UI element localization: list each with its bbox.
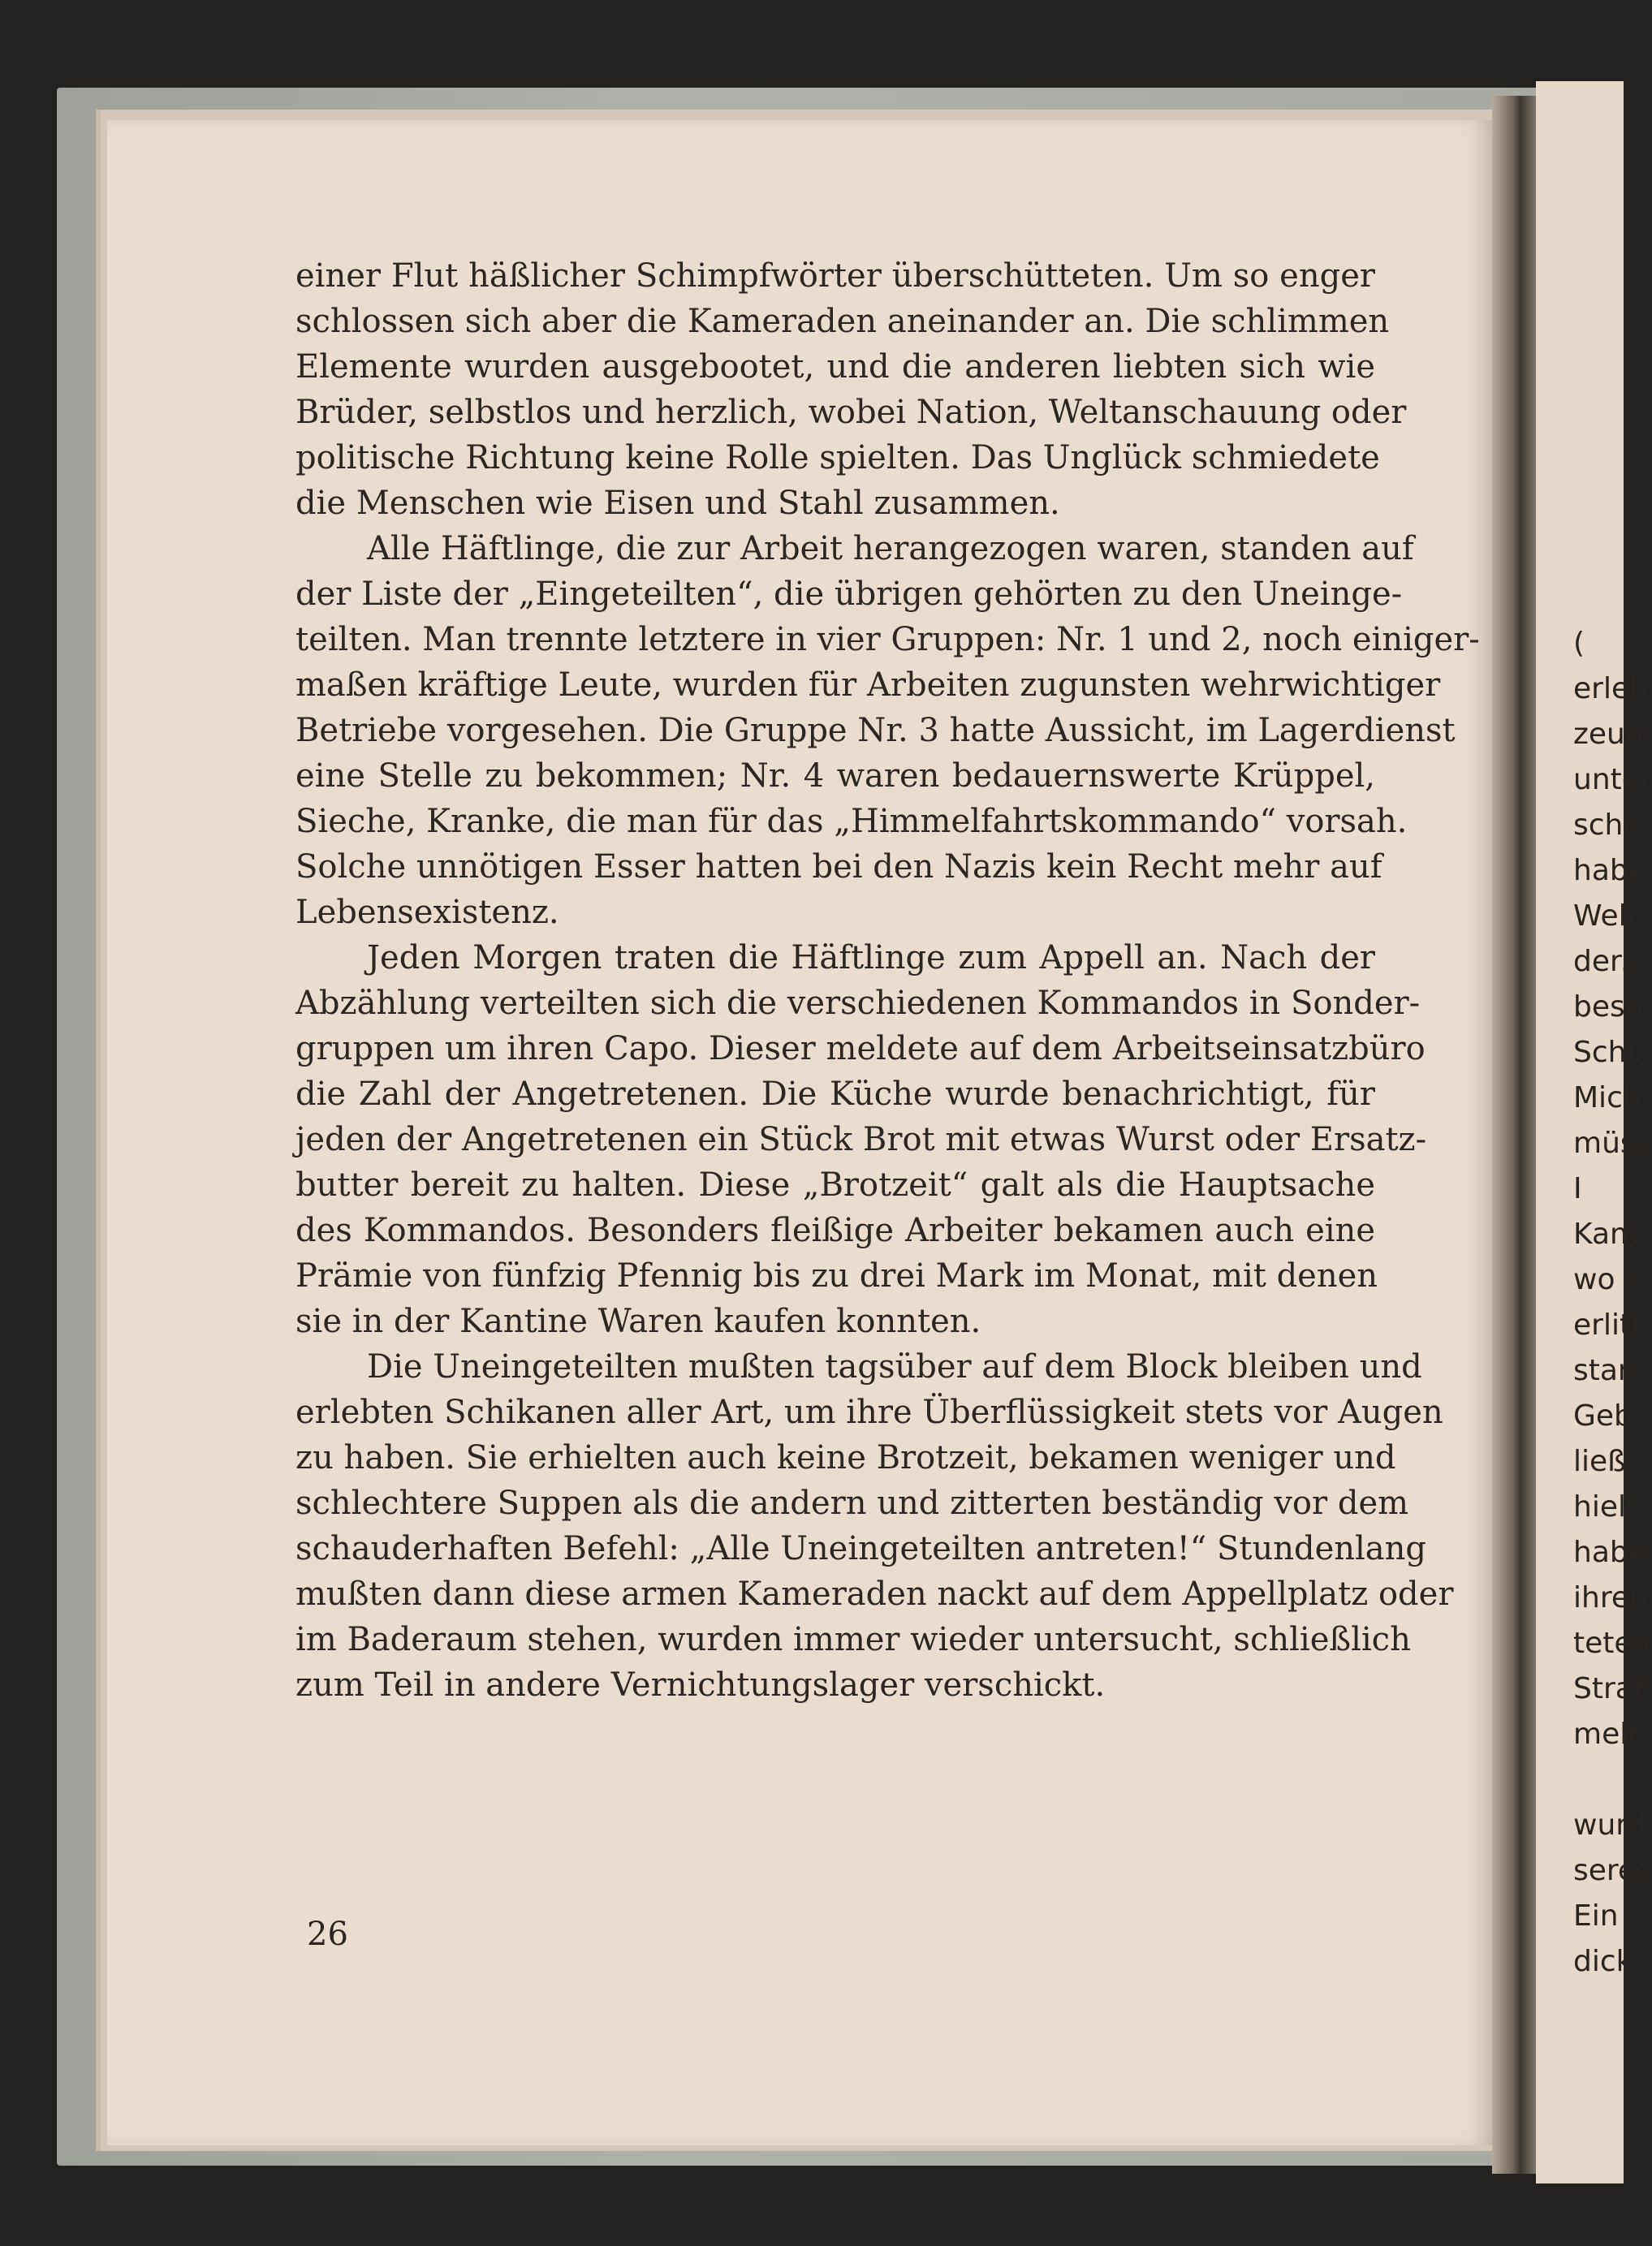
- text-line: Betriebe vorgesehen. Die Gruppe Nr. 3 hatte Aussicht, im Lagerdienst: [295, 712, 1456, 749]
- facing-line: melt: [1573, 1718, 1640, 1751]
- text-line: politische Richtung keine Rolle spielten. Das Unglück schmiedete: [295, 439, 1380, 476]
- text-line: der Liste der „Eingeteilten“, die übrigen gehörten zu den Uneinge-: [295, 576, 1403, 613]
- facing-page-text: [1573, 621, 1652, 1985]
- text-line: die Zahl der Angetretenen. Die Küche wurde benachrichtigt, für: [295, 1076, 1375, 1113]
- facing-line: erleb: [1573, 672, 1648, 705]
- paragraph: [295, 935, 1427, 1344]
- book-gutter: [1492, 96, 1539, 2174]
- facing-line: beso: [1573, 990, 1643, 1024]
- facing-line: hielt: [1573, 1490, 1638, 1524]
- facing-line: habe: [1573, 854, 1646, 887]
- text-line: sie in der Kantine Waren kaufen konnten.: [295, 1303, 981, 1340]
- facing-line: I: [1573, 1172, 1582, 1205]
- facing-line: Straf: [1573, 1672, 1644, 1705]
- text-line: erlebten Schikanen aller Art, um ihre Überflüssigkeit stets vor Augen: [295, 1394, 1443, 1431]
- text-line: Brüder, selbstlos und herzlich, wobei Nation, Weltanschauung oder: [295, 394, 1407, 431]
- facing-line: [1573, 1757, 1652, 1803]
- text-line: butter bereit zu halten. Diese „Brotzeit“ galt als die Hauptsache: [295, 1166, 1375, 1204]
- text-line: jeden der Angetretenen ein Stück Brot mit etwas Wurst oder Ersatz-: [295, 1121, 1427, 1158]
- facing-line: schri: [1573, 808, 1644, 842]
- facing-line: stan: [1573, 1354, 1637, 1387]
- facing-line: (: [1573, 627, 1585, 660]
- text-line: schauderhaften Befehl: „Alle Uneingeteilten antreten!“ Stundenlang: [295, 1530, 1427, 1567]
- text-line: Elemente wurden ausgebootet, und die anderen liebten sich wie: [295, 348, 1375, 386]
- facing-line: ließ: [1573, 1445, 1626, 1478]
- facing-line: Geb: [1573, 1399, 1633, 1433]
- paragraph: [295, 253, 1407, 526]
- text-line: Abzählung verteilten sich die verschiedenen Kommandos in Sonder-: [295, 985, 1421, 1022]
- facing-line: teten: [1573, 1627, 1651, 1660]
- text-line: Jeden Morgen traten die Häftlinge zum Appell an. Nach der: [367, 939, 1375, 976]
- facing-line: Kam: [1573, 1218, 1639, 1251]
- text-line: eine Stelle zu bekommen; Nr. 4 waren bedauernswerte Krüppel,: [295, 757, 1375, 795]
- text-line: des Kommandos. Besonders fleißige Arbeiter bekamen auch eine: [295, 1212, 1375, 1249]
- text-line: zum Teil in andere Vernichtungslager verschickt.: [295, 1666, 1106, 1704]
- text-line: zu haben. Sie erhielten auch keine Brotzeit, bekamen weniger und: [295, 1439, 1396, 1476]
- text-line: Lebensexistenz.: [295, 894, 559, 931]
- facing-line: Ein: [1573, 1899, 1619, 1933]
- text-line: im Baderaum stehen, wurden immer wieder untersucht, schließlich: [295, 1621, 1411, 1658]
- paragraph: [295, 1344, 1454, 1708]
- text-line: Solche unnötigen Esser hatten bei den Nazis kein Recht mehr auf: [295, 848, 1382, 886]
- facing-line: habe: [1573, 1536, 1646, 1569]
- text-line: schlossen sich aber die Kameraden aneinander an. Die schlimmen: [295, 303, 1390, 340]
- facing-line: erlitt: [1573, 1308, 1643, 1342]
- facing-line: ders: [1573, 945, 1637, 978]
- text-line: Alle Häftlinge, die zur Arbeit herangezogen waren, standen auf: [367, 530, 1414, 567]
- facing-line: zeug: [1573, 718, 1644, 751]
- paragraph: [295, 526, 1480, 935]
- text-line: Die Uneingeteilten mußten tagsüber auf dem Block bleiben und: [367, 1348, 1422, 1386]
- facing-line: müss: [1573, 1127, 1651, 1160]
- text-line: die Menschen wie Eisen und Stahl zusammen.: [295, 485, 1060, 522]
- text-line: schlechtere Suppen als die andern und zitterten beständig vor dem: [295, 1485, 1409, 1522]
- facing-line: seres: [1573, 1854, 1651, 1887]
- page-number: 26: [307, 1916, 348, 1953]
- text-line: gruppen um ihren Capo. Dieser meldete auf dem Arbeitseinsatzbüro: [295, 1030, 1426, 1067]
- facing-line: wurd: [1573, 1808, 1646, 1842]
- facing-line: dick: [1573, 1945, 1633, 1978]
- facing-line: Welt: [1573, 899, 1638, 933]
- text-line: mußten dann diese armen Kameraden nackt auf dem Appellplatz oder: [295, 1576, 1454, 1613]
- text-line: teilten. Man trennte letztere in vier Gruppen: Nr. 1 und 2, noch einiger-: [295, 621, 1480, 658]
- text-line: maßen kräftige Leute, wurden für Arbeiten zugunsten wehrwichtiger: [295, 666, 1441, 704]
- facing-line: Mich: [1573, 1081, 1641, 1114]
- text-line: Sieche, Kranke, die man für das „Himmelfahrtskommando“ vorsah.: [295, 803, 1408, 840]
- text-line: einer Flut häßlicher Schimpfwörter überschütteten. Um so enger: [295, 257, 1375, 295]
- facing-line: wo s: [1573, 1263, 1640, 1296]
- facing-page: [1536, 81, 1652, 2183]
- page-body-text: [295, 253, 1480, 1708]
- facing-line: ihren: [1573, 1581, 1648, 1614]
- facing-line: unter: [1573, 763, 1652, 796]
- facing-line: Schir: [1573, 1036, 1647, 1069]
- text-line: Prämie von fünfzig Pfennig bis zu drei Mark im Monat, mit denen: [295, 1257, 1378, 1295]
